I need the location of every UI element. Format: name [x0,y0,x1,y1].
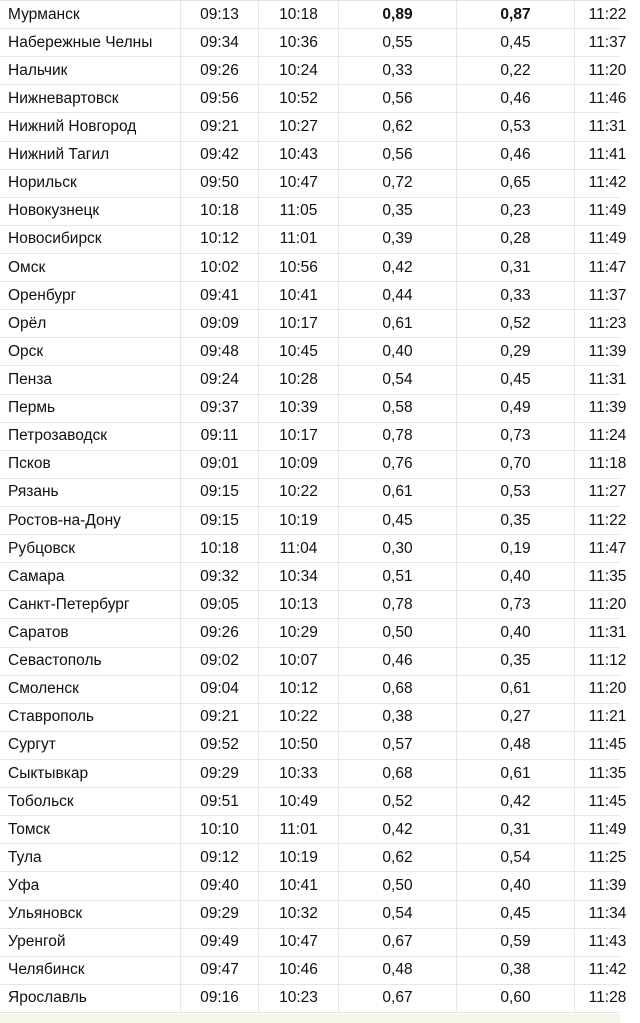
time-start-cell: 09:47 [180,957,258,984]
value-1-cell: 0,38 [338,704,456,731]
value-2-cell: 0,42 [456,788,574,815]
table-row [0,788,627,816]
time-end-cell: 11:34 [574,901,640,928]
time-start-cell: 09:12 [180,844,258,871]
time-start-cell: 09:16 [180,985,258,1012]
value-2-cell: 0,49 [456,395,574,422]
time-end-cell: 11:22 [574,1,640,28]
city-cell: Челябинск [8,961,85,979]
time-max-cell: 10:17 [258,310,338,337]
time-end-cell: 11:37 [574,29,640,56]
time-start-cell: 09:56 [180,85,258,112]
time-start-cell: 09:01 [180,451,258,478]
table-row [0,451,627,479]
time-end-cell: 11:46 [574,85,640,112]
time-start-cell: 09:26 [180,57,258,84]
value-2-cell: 0,59 [456,929,574,956]
city-cell: Петрозаводск [8,427,108,445]
time-max-cell: 10:28 [258,366,338,393]
city-cell: Нижневартовск [8,89,119,107]
value-2-cell: 0,73 [456,591,574,618]
value-1-cell: 0,54 [338,366,456,393]
table-row [0,563,627,591]
time-end-cell: 11:43 [574,929,640,956]
value-1-cell: 0,45 [338,507,456,534]
table-row [0,254,627,282]
time-max-cell: 10:49 [258,788,338,815]
time-max-cell: 10:41 [258,282,338,309]
table-row [0,198,627,226]
time-end-cell: 11:45 [574,788,640,815]
city-cell: Набережные Челны [8,33,153,51]
value-1-cell: 0,72 [338,170,456,197]
time-max-cell: 10:34 [258,563,338,590]
table-row [0,985,627,1013]
time-start-cell: 09:52 [180,732,258,759]
value-1-cell: 0,76 [338,451,456,478]
city-cell: Сыктывкар [8,764,89,782]
table-row [0,901,627,929]
value-2-cell: 0,22 [456,57,574,84]
city-cell: Рязань [8,483,59,501]
time-max-cell: 10:22 [258,704,338,731]
value-1-cell: 0,52 [338,788,456,815]
time-start-cell: 09:41 [180,282,258,309]
time-max-cell: 11:01 [258,226,338,253]
value-2-cell: 0,31 [456,816,574,843]
time-start-cell: 09:49 [180,929,258,956]
value-1-cell: 0,68 [338,760,456,787]
time-max-cell: 10:24 [258,57,338,84]
city-cell: Новокузнецк [8,202,100,220]
time-end-cell: 11:20 [574,591,640,618]
table-row [0,732,627,760]
city-cell: Ростов-на-Дону [8,511,121,529]
time-end-cell: 11:49 [574,226,640,253]
table-row [0,338,627,366]
time-start-cell: 09:13 [180,1,258,28]
city-cell: Нижний Новгород [8,117,137,135]
table-row [0,226,627,254]
value-2-cell: 0,87 [456,1,574,28]
time-end-cell: 11:24 [574,423,640,450]
table-row [0,170,627,198]
value-1-cell: 0,42 [338,816,456,843]
table-row [0,57,627,85]
time-start-cell: 09:21 [180,113,258,140]
table-row [0,479,627,507]
table-row [0,423,627,451]
time-end-cell: 11:23 [574,310,640,337]
time-start-cell: 09:26 [180,619,258,646]
value-1-cell: 0,89 [338,1,456,28]
value-1-cell: 0,46 [338,648,456,675]
time-start-cell: 09:34 [180,29,258,56]
time-end-cell: 11:37 [574,282,640,309]
time-start-cell: 09:29 [180,901,258,928]
value-2-cell: 0,48 [456,732,574,759]
time-start-cell: 09:11 [180,423,258,450]
time-end-cell: 11:31 [574,113,640,140]
city-cell: Сургут [8,736,56,754]
table-row [0,619,627,647]
time-start-cell: 09:51 [180,788,258,815]
value-1-cell: 0,35 [338,198,456,225]
value-1-cell: 0,50 [338,619,456,646]
value-2-cell: 0,53 [456,113,574,140]
time-start-cell: 10:10 [180,816,258,843]
city-cell: Нижний Тагил [8,146,110,164]
time-start-cell: 09:24 [180,366,258,393]
time-max-cell: 10:32 [258,901,338,928]
value-2-cell: 0,45 [456,901,574,928]
time-end-cell: 11:31 [574,619,640,646]
value-1-cell: 0,55 [338,29,456,56]
time-start-cell: 09:09 [180,310,258,337]
value-2-cell: 0,52 [456,310,574,337]
value-2-cell: 0,54 [456,844,574,871]
time-max-cell: 10:36 [258,29,338,56]
city-cell: Тобольск [8,792,74,810]
time-end-cell: 11:49 [574,816,640,843]
value-1-cell: 0,56 [338,85,456,112]
time-end-cell: 11:39 [574,395,640,422]
time-end-cell: 11:41 [574,142,640,169]
value-2-cell: 0,35 [456,648,574,675]
city-cell: Смоленск [8,680,79,698]
table-row [0,648,627,676]
value-2-cell: 0,46 [456,142,574,169]
time-max-cell: 10:39 [258,395,338,422]
time-start-cell: 10:18 [180,535,258,562]
value-1-cell: 0,62 [338,844,456,871]
value-1-cell: 0,40 [338,338,456,365]
value-2-cell: 0,27 [456,704,574,731]
time-end-cell: 11:20 [574,676,640,703]
time-max-cell: 10:56 [258,254,338,281]
table-row [0,113,627,141]
value-2-cell: 0,31 [456,254,574,281]
table-row [0,929,627,957]
value-2-cell: 0,45 [456,29,574,56]
value-1-cell: 0,61 [338,310,456,337]
value-2-cell: 0,29 [456,338,574,365]
time-start-cell: 09:21 [180,704,258,731]
value-1-cell: 0,57 [338,732,456,759]
city-cell: Новосибирск [8,230,102,248]
value-2-cell: 0,40 [456,563,574,590]
time-max-cell: 10:17 [258,423,338,450]
time-start-cell: 09:48 [180,338,258,365]
city-cell: Пенза [8,370,53,388]
value-2-cell: 0,65 [456,170,574,197]
time-max-cell: 11:04 [258,535,338,562]
time-end-cell: 11:28 [574,985,640,1012]
table-row [0,1,627,29]
value-1-cell: 0,78 [338,591,456,618]
bottom-strip [0,1014,620,1023]
value-1-cell: 0,58 [338,395,456,422]
time-max-cell: 10:29 [258,619,338,646]
table-row [0,282,627,310]
time-max-cell: 10:23 [258,985,338,1012]
value-2-cell: 0,19 [456,535,574,562]
time-max-cell: 11:01 [258,816,338,843]
table-row [0,676,627,704]
table-row [0,142,627,170]
time-max-cell: 10:19 [258,507,338,534]
table-row [0,816,627,844]
time-max-cell: 11:05 [258,198,338,225]
time-end-cell: 11:12 [574,648,640,675]
table-row [0,29,627,57]
city-cell: Орск [8,342,44,360]
time-max-cell: 10:41 [258,872,338,899]
time-start-cell: 09:40 [180,872,258,899]
table-row [0,591,627,619]
value-1-cell: 0,67 [338,985,456,1012]
table-row [0,872,627,900]
time-end-cell: 11:42 [574,957,640,984]
table-row [0,760,627,788]
value-1-cell: 0,44 [338,282,456,309]
value-1-cell: 0,30 [338,535,456,562]
table-row [0,395,627,423]
time-end-cell: 11:49 [574,198,640,225]
time-start-cell: 09:02 [180,648,258,675]
city-cell: Санкт-Петербург [8,595,130,613]
time-start-cell: 10:02 [180,254,258,281]
time-start-cell: 10:18 [180,198,258,225]
value-2-cell: 0,33 [456,282,574,309]
value-2-cell: 0,35 [456,507,574,534]
time-start-cell: 09:32 [180,563,258,590]
time-max-cell: 10:09 [258,451,338,478]
city-cell: Уфа [8,876,40,894]
time-max-cell: 10:43 [258,142,338,169]
time-start-cell: 09:05 [180,591,258,618]
time-max-cell: 10:50 [258,732,338,759]
value-1-cell: 0,67 [338,929,456,956]
time-end-cell: 11:45 [574,732,640,759]
time-end-cell: 11:35 [574,563,640,590]
city-cell: Псков [8,455,51,473]
time-end-cell: 11:20 [574,57,640,84]
value-1-cell: 0,78 [338,423,456,450]
value-1-cell: 0,51 [338,563,456,590]
time-end-cell: 11:31 [574,366,640,393]
time-start-cell: 09:42 [180,142,258,169]
value-2-cell: 0,40 [456,619,574,646]
table-row [0,507,627,535]
table-row [0,535,627,563]
value-2-cell: 0,61 [456,760,574,787]
time-end-cell: 11:47 [574,535,640,562]
time-start-cell: 09:29 [180,760,258,787]
city-cell: Ульяновск [8,905,83,923]
value-2-cell: 0,73 [456,423,574,450]
time-max-cell: 10:18 [258,1,338,28]
value-2-cell: 0,38 [456,957,574,984]
value-1-cell: 0,56 [338,142,456,169]
city-cell: Севастополь [8,652,102,670]
time-max-cell: 10:27 [258,113,338,140]
table-row [0,844,627,872]
city-cell: Томск [8,820,51,838]
time-max-cell: 10:22 [258,479,338,506]
city-cell: Самара [8,567,65,585]
value-2-cell: 0,60 [456,985,574,1012]
city-cell: Ярославль [8,989,87,1007]
value-2-cell: 0,45 [456,366,574,393]
table-row [0,310,627,338]
value-2-cell: 0,61 [456,676,574,703]
city-cell: Уренгой [8,933,66,951]
city-cell: Пермь [8,399,56,417]
time-max-cell: 10:47 [258,170,338,197]
city-cell: Тула [8,848,42,866]
table-row [0,704,627,732]
value-2-cell: 0,70 [456,451,574,478]
time-end-cell: 11:42 [574,170,640,197]
city-cell: Мурманск [8,5,80,23]
table-row [0,85,627,113]
time-max-cell: 10:46 [258,957,338,984]
city-cell: Саратов [8,623,69,641]
table-body [0,1,627,1013]
table-row [0,366,627,394]
time-start-cell: 09:37 [180,395,258,422]
city-cell: Нальчик [8,61,68,79]
time-max-cell: 10:19 [258,844,338,871]
time-end-cell: 11:25 [574,844,640,871]
value-1-cell: 0,39 [338,226,456,253]
time-start-cell: 09:15 [180,479,258,506]
city-cell: Ставрополь [8,708,95,726]
value-1-cell: 0,50 [338,872,456,899]
time-end-cell: 11:27 [574,479,640,506]
time-max-cell: 10:13 [258,591,338,618]
time-end-cell: 11:35 [574,760,640,787]
value-2-cell: 0,46 [456,85,574,112]
time-end-cell: 11:47 [574,254,640,281]
time-start-cell: 09:15 [180,507,258,534]
city-cell: Омск [8,258,46,276]
value-1-cell: 0,54 [338,901,456,928]
value-2-cell: 0,23 [456,198,574,225]
value-1-cell: 0,61 [338,479,456,506]
time-end-cell: 11:39 [574,338,640,365]
time-end-cell: 11:39 [574,872,640,899]
city-cell: Норильск [8,174,77,192]
time-end-cell: 11:21 [574,704,640,731]
time-max-cell: 10:12 [258,676,338,703]
city-cell: Оренбург [8,286,77,304]
table-row [0,957,627,985]
time-start-cell: 09:50 [180,170,258,197]
value-1-cell: 0,48 [338,957,456,984]
time-max-cell: 10:33 [258,760,338,787]
time-max-cell: 10:45 [258,338,338,365]
time-max-cell: 10:07 [258,648,338,675]
city-cell: Орёл [8,314,47,332]
value-1-cell: 0,68 [338,676,456,703]
time-end-cell: 11:22 [574,507,640,534]
time-max-cell: 10:52 [258,85,338,112]
value-2-cell: 0,53 [456,479,574,506]
time-end-cell: 11:18 [574,451,640,478]
city-cell: Рубцовск [8,539,76,557]
value-2-cell: 0,28 [456,226,574,253]
value-1-cell: 0,62 [338,113,456,140]
value-2-cell: 0,40 [456,872,574,899]
time-start-cell: 09:04 [180,676,258,703]
time-max-cell: 10:47 [258,929,338,956]
value-1-cell: 0,42 [338,254,456,281]
time-start-cell: 10:12 [180,226,258,253]
value-1-cell: 0,33 [338,57,456,84]
